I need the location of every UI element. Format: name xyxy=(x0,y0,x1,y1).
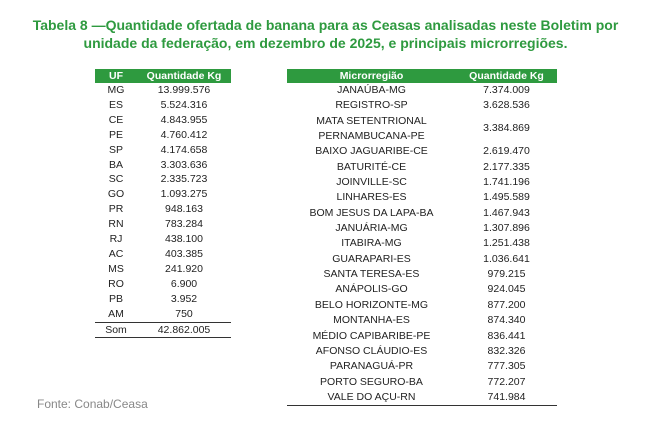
table-row xyxy=(287,359,557,374)
table-row xyxy=(95,83,231,98)
microregion-cell: JANAÚBA-MG xyxy=(337,84,406,96)
quantity-cell: 1.036.641 xyxy=(483,252,530,265)
quantity-cell: 832.326 xyxy=(487,344,526,357)
quantity-cell: 1.307.896 xyxy=(483,222,530,235)
uf-cell: PB xyxy=(108,292,123,305)
uf-cell: ES xyxy=(108,98,123,111)
table-row xyxy=(95,232,231,247)
microregion-cell: VALE DO AÇU-RN xyxy=(287,390,456,406)
microregion-cell: MATA SETENTRIONAL PERNAMBUCANA-PE xyxy=(316,114,427,143)
table-row xyxy=(95,172,231,187)
quantity-cell: 979.215 xyxy=(487,268,526,281)
quantity-cell: 6.900 xyxy=(170,277,198,290)
table-row xyxy=(95,158,231,173)
uf-cell: Som xyxy=(95,322,137,338)
table-row xyxy=(287,114,557,145)
microregion-cell: BATURITÉ-CE xyxy=(336,160,407,173)
table-row xyxy=(95,98,231,113)
quantity-cell: 7.374.009 xyxy=(483,84,530,96)
quantity-cell: 241.920 xyxy=(165,262,203,275)
quantity-cell: 4.760.412 xyxy=(160,128,208,141)
header-microregion: Microrregião xyxy=(287,69,456,83)
quantity-cell: 874.340 xyxy=(487,314,526,327)
uf-cell: MG xyxy=(107,84,125,96)
table-header-row xyxy=(287,69,557,83)
table-row xyxy=(287,267,557,282)
uf-cell: SC xyxy=(108,173,124,186)
table-row xyxy=(95,262,231,277)
microregion-cell: JOINVILLE-SC xyxy=(336,176,407,189)
quantity-cell: 3.952 xyxy=(170,292,198,305)
microregion-cell: MONTANHA-ES xyxy=(333,314,410,327)
quantity-cell: 4.174.658 xyxy=(160,143,208,156)
table-row xyxy=(287,83,557,98)
table-row xyxy=(287,313,557,328)
quantity-cell: 2.619.470 xyxy=(483,145,530,158)
microregion-cell: PORTO SEGURO-BA xyxy=(320,375,423,388)
quantity-cell: 403.385 xyxy=(165,247,203,260)
quantity-cell: 836.441 xyxy=(487,329,526,342)
microregion-cell: GUARAPARI-ES xyxy=(332,252,411,265)
table-row xyxy=(287,298,557,313)
microregion-cell: ITABIRA-MG xyxy=(341,237,402,250)
uf-cell: MS xyxy=(108,262,124,275)
table-row xyxy=(287,344,557,359)
uf-cell: SP xyxy=(108,143,123,156)
table-row xyxy=(95,143,231,158)
microregion-quantity-table xyxy=(287,69,557,406)
microregion-cell: REGISTRO-SP xyxy=(335,99,408,112)
quantity-cell: 3.628.536 xyxy=(483,99,530,112)
quantity-cell: 3.384.869 xyxy=(483,122,530,135)
header-uf: UF xyxy=(95,69,137,83)
table-row xyxy=(287,252,557,267)
table-row xyxy=(95,187,231,202)
table-row xyxy=(287,390,557,406)
quantity-cell: 1.467.943 xyxy=(483,206,530,219)
microregion-cell: JANUÁRIA-MG xyxy=(335,222,408,235)
table-row xyxy=(95,277,231,292)
quantity-cell: 1.741.196 xyxy=(483,176,530,189)
quantity-cell: 42.862.005 xyxy=(137,322,231,338)
quantity-cell: 13.999.576 xyxy=(157,84,211,96)
quantity-cell: 2.335.723 xyxy=(160,173,208,186)
uf-cell: BA xyxy=(108,158,123,171)
quantity-cell: 741.984 xyxy=(456,390,557,406)
table-row xyxy=(95,202,231,217)
quantity-cell: 777.305 xyxy=(487,360,526,373)
uf-cell: CE xyxy=(108,113,124,126)
microregion-cell: PARANAGUÁ-PR xyxy=(329,360,414,373)
quantity-cell: 750 xyxy=(175,307,193,320)
source-note: Fonte: Conab/Ceasa xyxy=(37,397,148,411)
quantity-cell: 438.100 xyxy=(165,233,203,246)
uf-quantity-table xyxy=(95,69,231,338)
quantity-cell: 924.045 xyxy=(487,283,526,296)
uf-cell: RN xyxy=(108,218,124,231)
microregion-cell: MÉDIO CAPIBARIBE-PE xyxy=(312,329,431,342)
table-row xyxy=(287,236,557,251)
table-row xyxy=(95,128,231,143)
microregion-cell: SANTA TERESA-ES xyxy=(323,268,420,281)
table-row xyxy=(287,329,557,344)
quantity-cell: 1.093.275 xyxy=(160,188,208,201)
quantity-cell: 772.207 xyxy=(487,375,526,388)
quantity-cell: 783.284 xyxy=(165,218,203,231)
microregion-cell: BELO HORIZONTE-MG xyxy=(314,298,429,311)
table-row xyxy=(287,375,557,390)
table-row xyxy=(287,144,557,159)
table-row xyxy=(95,113,231,128)
table-row xyxy=(95,307,231,322)
table-row xyxy=(287,221,557,236)
table-row xyxy=(95,217,231,232)
table-row xyxy=(287,282,557,297)
table-row xyxy=(287,175,557,190)
uf-cell: RJ xyxy=(109,233,123,246)
microregion-cell: BOM JESUS DA LAPA-BA xyxy=(309,206,434,219)
uf-cell: PE xyxy=(108,128,123,141)
quantity-cell: 1.495.589 xyxy=(483,191,530,204)
uf-cell: GO xyxy=(107,188,125,201)
quantity-cell: 4.843.955 xyxy=(160,113,208,126)
microregion-cell: BAIXO JAGUARIBE-CE xyxy=(315,145,428,158)
uf-cell: AC xyxy=(108,247,124,260)
header-quantity: Quantidade Kg xyxy=(137,69,231,83)
uf-cell: AM xyxy=(108,307,124,320)
table-row xyxy=(287,98,557,113)
header-quantity: Quantidade Kg xyxy=(456,69,557,83)
quantity-cell: 5.524.316 xyxy=(160,98,208,111)
table-row xyxy=(287,190,557,205)
microregion-cell: AFONSO CLÁUDIO-ES xyxy=(315,344,428,357)
quantity-cell: 877.200 xyxy=(487,298,526,311)
quantity-cell: 1.251.438 xyxy=(483,237,530,250)
table-row xyxy=(287,206,557,221)
table-row xyxy=(95,292,231,307)
table-row xyxy=(95,247,231,262)
uf-cell: PR xyxy=(108,203,124,216)
microregion-cell: LINHARES-ES xyxy=(336,191,407,204)
quantity-cell: 3.303.636 xyxy=(160,158,208,171)
microregion-cell: ANÁPOLIS-GO xyxy=(335,283,408,296)
uf-cell: RO xyxy=(108,277,124,290)
table-total-row xyxy=(95,322,231,338)
table-row xyxy=(287,160,557,175)
quantity-cell: 2.177.335 xyxy=(483,160,530,173)
table-header-row xyxy=(95,69,231,83)
table-title: Tabela 8 —Quantidade ofertada de banana para as Ceasas analisadas neste Boletim por unidade da federação, em dezembro de 2025, e principais microrregiões. xyxy=(32,17,619,51)
quantity-cell: 948.163 xyxy=(165,203,203,216)
